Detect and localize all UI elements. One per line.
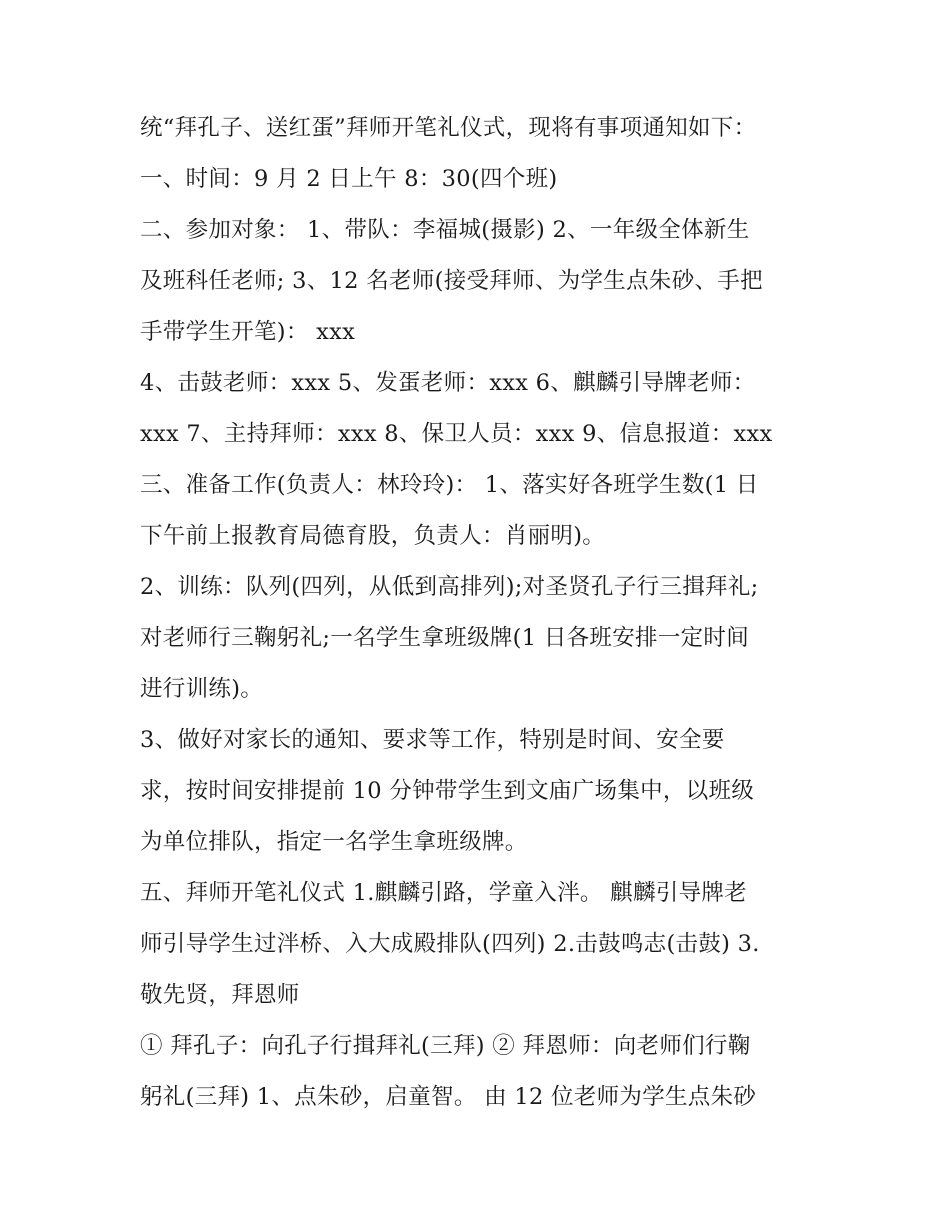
text-line: 敬先贤，拜恩师 — [140, 982, 300, 1008]
text-line: 3、做好对家长的通知、要求等工作，特别是时间、安全要 — [140, 727, 725, 753]
text-line: 求，按时间安排提前 10 分钟带学生到文庙广场集中，以班级 — [140, 778, 755, 804]
text-line: 二、参加对象： 1、带队：李福城(摄影) 2、一年级全体新生 — [140, 217, 750, 243]
text-line: 4、击鼓老师：xxx 5、发蛋老师：xxx 6、麒麟引导牌老师： — [140, 370, 756, 396]
text-line: 下午前上报教育局德育股，负责人：肖丽明)。 — [140, 523, 606, 549]
text-line: 及班科任老师; 3、12 名老师(接受拜师、为学生点朱砂、手把 — [140, 268, 763, 294]
text-line: ① 拜孔子：向孔子行揖拜礼(三拜) ② 拜恩师：向老师们行鞠 — [140, 1033, 751, 1059]
text-line: 统“拜孔子、送红蛋”拜师开笔礼仪式，现将有事项通知如下： — [140, 115, 757, 141]
text-line: 手带学生开笔)： xxx — [140, 319, 356, 345]
text-line: 进行训练)。 — [140, 676, 264, 702]
text-line: 为单位排队，指定一名学生拿班级牌。 — [140, 829, 528, 855]
text-line: 五、拜师开笔礼仪式 1.麒麟引路，学童入泮。 麒麟引导牌老 — [140, 880, 747, 906]
text-line: 师引导学生过泮桥、入大成殿排队(四列) 2.击鼓鸣志(击鼓) 3. — [140, 931, 760, 957]
text-line: 三、准备工作(负责人：林玲玲)： 1、落实好各班学生数(1 日 — [140, 472, 759, 498]
text-line: xxx 7、主持拜师：xxx 8、保卫人员：xxx 9、信息报道：xxx — [140, 421, 773, 447]
text-line: 对老师行三鞠躬礼;一名学生拿班级牌(1 日各班安排一定时间 — [140, 625, 750, 651]
text-line: 躬礼(三拜) 1、点朱砂，启童智。 由 12 位老师为学生点朱砂 — [140, 1084, 757, 1110]
document-body — [140, 103, 820, 1123]
text-line: 2、训练：队列(四列，从低到高排列);对圣贤孔子行三揖拜礼; — [140, 574, 759, 600]
text-line: 一、时间：9 月 2 日上午 8：30(四个班) — [140, 166, 558, 192]
